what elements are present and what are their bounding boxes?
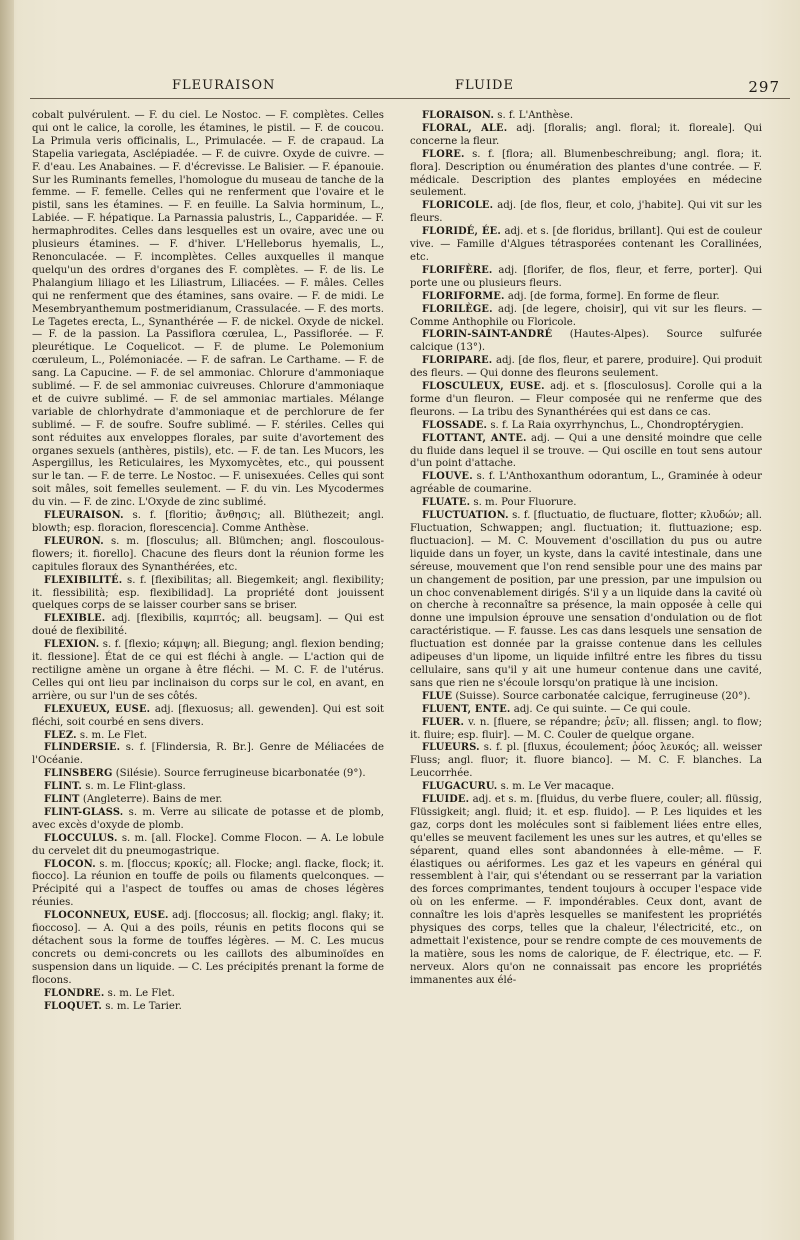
header-left-word: FLEURAISON [172, 78, 276, 93]
entry-headword: FLORIFÈRE. [422, 264, 493, 276]
entry-definition: (Hautes-Alpes). Source sulfurée calcique (13°). [410, 329, 763, 354]
entry-definition: s. m. Le Flet. [79, 729, 148, 741]
entry-headword: FLORE. [422, 148, 465, 160]
entry-definition: v. n. [fluere, se répandre; ῥεῖν; all. flissen; angl. to flow; it. fluire; esp. fluir]. — M. C. Couler de quelque organe. [410, 716, 763, 741]
dictionary-entry [32, 1001, 384, 1014]
entry-headword: FLINSBERG [44, 768, 113, 780]
entry-definition: s. m. Le Tarier. [105, 1000, 182, 1012]
entry-headword: FLORAL, ALE. [422, 122, 508, 134]
entry-headword: FLORIN-SAINT-ANDRÉ [422, 329, 553, 341]
dictionary-entry [32, 988, 384, 1001]
entry-definition: s. f. [floritio; ἄνθησις; all. Blüthezeit; angl. blowth; esp. floracion, florescencia]. Comme Anthèse. [32, 510, 385, 534]
dictionary-entry [32, 730, 384, 743]
dictionary-entry [410, 226, 762, 265]
entry-definition: adj. — Qui a une densité moindre que celle du fluide dans lequel il se trouve. — Qui oscille en tout sens autour d'un point d'attache. [410, 432, 763, 470]
entry-headword: FLOSSADE. [422, 419, 488, 431]
dictionary-entry [410, 110, 762, 123]
entry-definition: s. f. [flexibilitas; all. Biegemkeit; angl. flexibility; it. flessibilità; esp. flexibilidad]. La propriété dont jouissent quelques corps de se laisser courber sans se briser. [32, 574, 384, 612]
entry-definition: adj. [floralis; angl. floral; it. floreale]. Qui concerne la fleur. [410, 122, 762, 147]
entry-definition: s. m. Le Flint-glass. [85, 781, 186, 793]
dictionary-entry [32, 110, 384, 510]
entry-definition: adj. [flexibilis, καμπτός; all. beugsam]. — Qui est doué de flexibilité. [32, 613, 384, 638]
entry-definition: s. f. [flora; all. Blumenbeschreibung; angl. flora; it. flora]. Description ou énumération des plantes d'une contrée. — F. médicale. Description des plantes employées en médecine seulement. [410, 148, 762, 199]
dictionary-entry [410, 497, 762, 510]
entry-headword: FLINT. [44, 781, 83, 793]
entry-definition: s. f. La Raia oxyrrhynchus, L., Chondroptérygien. [490, 419, 744, 431]
left-column [32, 110, 384, 1013]
entry-definition: adj. [flexuosus; all. gewenden]. Qui est soit fléchi, soit courbé en sens divers. [32, 703, 384, 728]
dictionary-entry [32, 536, 384, 575]
entry-headword: FLUATE. [422, 497, 471, 509]
entry-headword: FLUE [422, 690, 453, 702]
dictionary-entry [410, 471, 762, 497]
dictionary-entry [410, 781, 762, 794]
entry-headword: FLUIDE. [422, 794, 470, 806]
page-number: 297 [748, 78, 780, 96]
dictionary-entry [410, 794, 762, 988]
dictionary-entry [32, 859, 384, 911]
header-center-word: FLUIDE [455, 78, 514, 93]
entry-definition: s. f. pl. [fluxus, écoulement; ῥόος λευκός; all. weisser Fluss; angl. fluor; it. fluore bianco]. — M. C. F. blanches. La Leucorrhée. [410, 742, 763, 780]
dictionary-entry [410, 123, 762, 149]
entry-headword: FLORAISON. [422, 110, 495, 121]
dictionary-entry [410, 420, 762, 433]
dictionary-entry [410, 304, 762, 330]
entry-definition: adj. Ce qui suinte. — Ce qui coule. [513, 703, 691, 715]
entry-definition: adj. et s. [de floridus, brillant]. Qui est de couleur vive. — Famille d'Algues tétrasporées contenant les Corallinées, etc. [410, 226, 763, 263]
entry-headword: FLOCONNEUX, EUSE. [44, 910, 169, 922]
dictionary-entry [32, 510, 384, 536]
dictionary-entry [32, 833, 384, 859]
entry-headword: FLORIFORME. [422, 290, 505, 302]
dictionary-entry [410, 200, 762, 226]
entry-definition: (Suisse). Source carbonatée calcique, ferrugineuse (20°). [455, 690, 751, 702]
entry-definition: adj. [de legere, choisir], qui vit sur les fleurs. — Comme Anthophile ou Floricole. [410, 303, 762, 328]
entry-headword: FLEXUEUX, EUSE. [44, 703, 151, 715]
header-rule [30, 98, 790, 99]
dictionary-entry [410, 717, 762, 743]
entry-definition: adj. [florifer, de flos, fleur, et ferre, porter]. Qui porte une ou plusieurs fleurs. [410, 264, 762, 289]
entry-headword: FLEURON. [44, 535, 104, 547]
entry-definition: s. m. [all. Flocke]. Comme Flocon. — A. Le lobule du cervelet dit du pneumogastrique. [32, 832, 385, 857]
entry-headword: FLORICOLE. [422, 200, 494, 212]
entry-definition: adj. [de flos, fleur, et colo, j'habite]. Qui vit sur les fleurs. [410, 200, 762, 225]
dictionary-entry [410, 704, 762, 717]
dictionary-entry [32, 704, 384, 730]
dictionary-entry [32, 768, 384, 781]
page-gutter [0, 0, 14, 1240]
entry-headword: FLOTTANT, ANTE. [422, 432, 527, 444]
entry-definition: adj. et s. [flosculosus]. Corolle qui a la forme d'un fleuron. — Fleur composée qui ne renferme que des fleurons. — La tribu des Synanthérées qui est dans ce cas. [410, 381, 763, 418]
dictionary-entry [410, 329, 762, 355]
entry-headword: FLUER. [422, 716, 465, 728]
entry-headword: FLEXIBILITÉ. [44, 574, 123, 586]
entry-headword: FLORILÈGE. [422, 303, 493, 315]
dictionary-entry [410, 265, 762, 291]
right-column [410, 110, 762, 988]
dictionary-entry [410, 510, 762, 691]
entry-definition: adj. [de forma, forme]. En forme de fleur. [507, 290, 720, 302]
entry-headword: FLORIDÉ, ÉE. [422, 226, 501, 238]
entry-definition: s. f. [Flindersia, R. Br.]. Genre de Méliacées de l'Océanie. [32, 742, 384, 767]
entry-definition: adj. et s. m. [fluidus, du verbe fluere, couler; all. flüssig, Flüssigkeit; angl. fluid; it. et esp. fluido]. — P. Les liquides et les gaz, corps dont les molécules sont si faiblement liées entre elles, qu'elles se meuvent facilement les unes sur les autres, et qu'elles se séparent, quand elles sont abandonnées à elle-même. — F. élastiques ou aériformes. Les gaz et les vapeurs en général qui ressemblent à l'air, qui s'étendant ou se resserrant par la variation des forces comprimantes, tendent toujours à occuper l'espace vide où on les enferme. — F. impondérables. Ceux dont, avant de connaître les lois d'après lesquelles se manifestent les propriétés physiques des corps, telles que la chaleur, l'électricité, etc., on admettait l'existence, pour se rendre compte de ces mouvements de la matière, sous les noms de calorique, de F. électrique, etc. — F. nerveux. Alors qu'on ne connaissait pas encore les propriétés immanentes aux élé- [410, 794, 762, 986]
dictionary-entry [32, 639, 384, 704]
entry-headword: FLUEURS. [422, 742, 480, 754]
entry-definition: s. m. [floccus; κροκίς; all. Flocke; angl. flacke, flock; it. fiocco]. La réunion en touffe de poils ou filaments quelconques. — Précipité qui a l'aspect de touffes ou amas de choses légères réunies. [32, 858, 384, 909]
dictionary-entry [410, 433, 762, 472]
entry-headword: FLOUVE. [422, 471, 473, 483]
dictionary-entry [32, 794, 384, 807]
entry-definition: s. f. L'Anthèse. [497, 110, 574, 121]
entry-definition: s. m. Le Flet. [107, 987, 175, 999]
entry-definition: (Angleterre). Bains de mer. [82, 794, 223, 806]
entry-headword: FLORIPARE. [422, 355, 493, 367]
dictionary-entry [410, 381, 762, 420]
entry-definition: s. f. [flexio; κάμψη; all. Biegung; angl. flexion bending; it. flessione]. État de ce qui est fléchi à angle. — L'action qui de rectiligne amène un organe à être fléchi. — M. C. F. de l'utérus. Celles qui ont lieu par inclinaison du corps sur le col, en avant, en arrière, ou sur l'un de ses côtés. [32, 639, 385, 702]
entry-definition: adj. [floccosus; all. flockig; angl. flaky; it. fioccoso]. — A. Qui a des poils, réunis en petits flocons qui se détachent sous la forme de touffes légères. — M. C. Les mucus concrets ou demi-concrets ou les caillots des albuminoïdes en suspension dans un liquide. — C. Les précipités prenant la forme de flocons. [32, 910, 385, 986]
entry-headword: FLOQUET. [44, 1000, 102, 1012]
entry-definition: s. f. L'Anthoxanthum odorantum, L., Graminée à odeur agréable de coumarine. [410, 471, 762, 496]
entry-headword: FLINDERSIE. [44, 742, 121, 754]
entry-headword: FLEURAISON. [44, 510, 124, 522]
dictionary-entry [32, 613, 384, 639]
dictionary-entry [410, 691, 762, 704]
entry-definition: s. m. Le Ver macaque. [500, 781, 615, 793]
entry-headword: FLINT [44, 794, 80, 806]
dictionary-entry [410, 149, 762, 201]
entry-definition: cobalt pulvérulent. — F. du ciel. Le Nostoc. — F. complètes. Celles qui ont le calice, la corolle, les étamines, le pistil. — F. de coucou. La Primula veris officinalis, L., Primulacée. — F. de crapaud. La Stapelia variegata, Asclépiadée. — F. de cuivre. Oxyde de cuivre. — F. d'eau. Les Anabaines. — F. d'écrevisse. Le Balisier. — F. épanouie. Sur les Ruminants femelles, l'homologue du museau de tanche de la femme. — F. femelle. Celles qui ne renferment que l'ovaire et le pistil, sans les étamines. — F. en feuille. La Salvia horminum, L., Labiée. — F. hépatique. La Parnassia palustris, L., Capparidée. — F. hermaphrodites. Celles dans lesquelles est un ovaire, avec une ou plusieurs étamines. — F. d'hiver. L'Helleborus hyemalis, L., Renonculacée. — F. incomplètes. Celles auxquelles il manque quelqu'un des ordres d'organes des F. complètes. — F. de lis. Le Phalangium liliago et les Liliastrum, Liliacées. — F. mâles. Celles qui ne renferment que des étamines, sans ovaire. — F. de midi. Le Mesembryanthemum postmeridianum, Crassulacée. — F. des morts. Le Tagetes erecta, L., Synanthérée — F. de nickel. Oxyde de nickel. — F. de la passion. La Passiflora cœrulea, L., Passiflorée. — F. pleurétique. Le Coquelicot. — F. de plume. Le Polemonium cœruleum, L., Polémoniacée. — F. de safran. Le Carthame. — F. de sang. La Capucine. — F. de sel ammoniac. Chlorure d'ammoniaque sublimé. — F. de sel ammoniac cuivreuses. Chlorure d'ammoniaque et de cuivre sublimé. — F. de sel ammoniac martiales. Mélange variable de chlorhydrate d'ammoniaque et de perchlorure de fer sublimé. — F. de soufre. Soufre sublimé. — F. stériles. Celles qui sont réduites aux enveloppes florales, par suite d'avortement des organes sexuels (anthères, pistils), etc. — F. de tan. Les Mucors, les Aspergillus, les Reticulaires, les Myxomycètes, etc., qui poussent sur le tan. — F. de terre. Le Nostoc. — F. unisexuées. Celles qui sont soit mâles, soit femelles seulement. — F. du vin. Les Mycodermes du vin. — F. de zinc. L'Oxyde de zinc sublimé. [32, 110, 384, 509]
dictionary-entry [32, 807, 384, 833]
entry-headword: FLUCTUATION. [422, 510, 509, 522]
entry-headword: FLOCCULUS. [44, 832, 118, 844]
entry-headword: FLEZ. [44, 729, 77, 741]
entry-definition: adj. [de flos, fleur, et parere, produire]. Qui produit des fleurs. — Qui donne des fleurons seulement. [410, 355, 762, 380]
dictionary-entry [32, 742, 384, 768]
entry-headword: FLEXION. [44, 639, 100, 651]
dictionary-entry [410, 355, 762, 381]
entry-headword: FLONDRE. [44, 987, 105, 999]
entry-headword: FLUENT, ENTE. [422, 703, 511, 715]
dictionary-entry [32, 910, 384, 987]
dictionary-entry [410, 742, 762, 781]
entry-definition: s. f. [fluctuatio, de fluctuare, flotter; κλυδών; all. Fluctuation, Schwappen; angl. fluctuation; it. fluttuazione; esp. fluctuacion]. — M. C. Mouvement d'oscillation du pus ou autre liquide dans un foyer, un kyste, dans la cavité intestinale, dans une séreuse, mouvement que l'on rend sensible pour une des mains par un changement de position, par une pression, par une impulsion ou un choc convenablement dirigés. S'il y a un liquide dans la cavité où on cherche à reconnaître sa présence, la main opposée à celle qui donne une impulsion éprouve une sensation d'ondulation ou de flot caractéristique. — F. fausse. Les cas dans lesquels une sensation de fluctuation est donnée par la graisse contenue dans les cellules adipeuses d'un lipome, un liquide infiltré entre les fibres du tissu cellulaire, sans qu'il y ait une humeur contenue dans une cavité, sans que rien ne s'écoule lorsqu'on pratique là une incision. [410, 510, 762, 689]
entry-definition: (Silésie). Source ferrugineuse bicarbonatée (9°). [115, 768, 366, 780]
entry-definition: s. m. [flosculus; all. Blümchen; angl. floscoulous-flowers; it. fiorello]. Chacune des fleurs dont la réunion forme les capitules floraux des Synanthérées, etc. [32, 535, 385, 573]
entry-definition: s. m. Verre au silicate de potasse et de plomb, avec excès d'oxyde de plomb. [32, 806, 385, 831]
dictionary-entry [32, 575, 384, 614]
dictionary-entry [32, 781, 384, 794]
entry-headword: FLEXIBLE. [44, 613, 106, 625]
entry-headword: FLINT-GLASS. [44, 806, 124, 818]
entry-headword: FLUGACURU. [422, 781, 498, 793]
dictionary-entry [410, 291, 762, 304]
entry-headword: FLOCON. [44, 858, 96, 870]
entry-definition: s. m. Pour Fluorure. [473, 497, 577, 509]
entry-headword: FLOSCULEUX, EUSE. [422, 381, 545, 393]
